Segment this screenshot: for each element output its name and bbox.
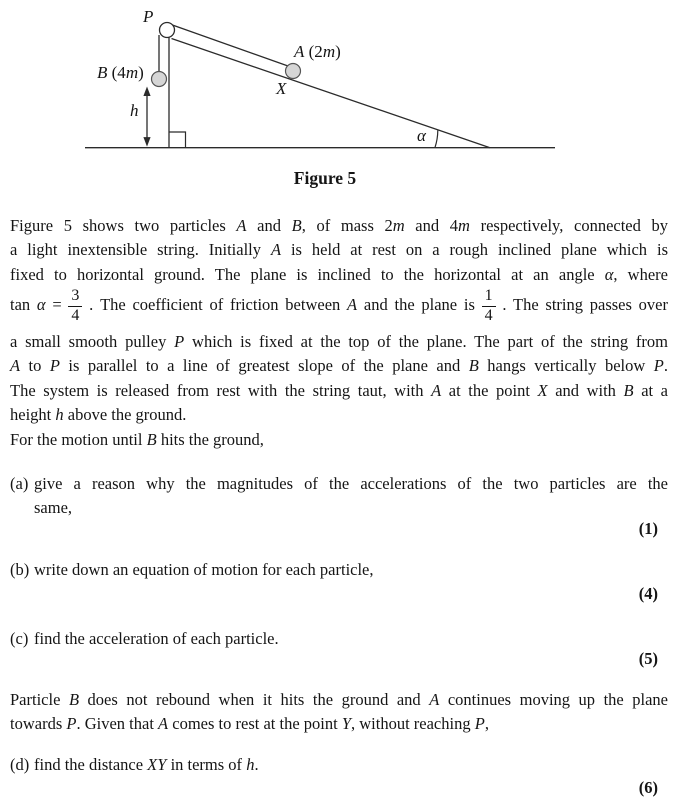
part-b-marks: (4) [638, 584, 658, 603]
right-angle-mark [170, 132, 186, 147]
label-angle-alpha: α [417, 126, 426, 145]
label-pulley-p: P [143, 7, 154, 26]
label-point-x: X [276, 79, 287, 98]
text-line: same, [34, 498, 73, 518]
text-run: . The string passes over [495, 295, 668, 314]
angle-arc [435, 130, 438, 147]
text-line: find the distance XY in terms of h. [34, 755, 259, 774]
text-line: height h above the ground. [10, 404, 187, 424]
part-a [10, 472, 668, 521]
height-arrow [143, 87, 150, 147]
part-b [10, 558, 668, 582]
fraction-one-quarter: $\frac{1}{4}$ [482, 287, 496, 325]
text-run: tan α = [10, 295, 69, 314]
text-line: a light inextensible string. Initially A is held at rest on a rough inclined plane which is [10, 240, 668, 260]
intro-paragraph-part1 [10, 214, 668, 287]
label-particle-a: A (2m) [294, 42, 341, 61]
text-line: find the acceleration of each particle. [34, 629, 279, 648]
text-line: The system is released from rest with the string taut, with A at the point X and with B at a [10, 380, 669, 400]
part-d-label: (d) [10, 755, 30, 774]
text-line: write down an equation of motion for each particle, [34, 560, 374, 579]
motion-statement: For the motion until B hits the ground, [10, 430, 264, 449]
intro-paragraph-part2 [10, 330, 668, 427]
particle-b-circle [152, 72, 167, 87]
part-d [10, 753, 668, 777]
text-line: towards P. Given that A comes to rest at the point Y, without reaching P, [10, 714, 489, 734]
label-height-h: h [130, 101, 139, 120]
text-line: fixed to horizontal ground. The plane is inclined to the horizontal at an angle α, where [10, 264, 668, 284]
part-b-label: (b) [10, 560, 30, 579]
part-c-marks: (5) [638, 649, 658, 668]
figure-caption: Figure 5 [293, 168, 357, 188]
text-line: Particle B does not rebound when it hits the ground and A continues moving up the plane [10, 690, 669, 709]
text-line: A to P is parallel to a line of greatest slope of the plane and B hangs vertically below P. [10, 356, 668, 376]
text-run: . The coefficient of friction between A and the plane is [82, 295, 482, 314]
pulley-circle [160, 23, 175, 38]
part-a-marks: (1) [638, 519, 658, 538]
part-d-marks: (6) [638, 778, 658, 797]
text-line: give a reason why the magnitudes of the accelerations of the two particles are the [34, 474, 668, 493]
label-particle-b: B (4m) [97, 63, 144, 82]
fraction-line [10, 282, 668, 328]
text-line: Figure 5 shows two particles A and B, of mass 2m and 4m respectively, connected by [10, 216, 669, 235]
string-to-a-line [171, 25, 288, 67]
part-c [10, 627, 668, 651]
part-c-label: (c) [10, 629, 29, 648]
particle-a-circle [286, 64, 301, 79]
rebound-paragraph [10, 688, 668, 737]
text-line: a small smooth pulley P which is fixed at the top of the plane. The part of the string from [10, 332, 668, 351]
fraction-three-quarters: $\frac{3}{4}$ [68, 287, 82, 325]
part-a-label: (a) [10, 474, 29, 493]
